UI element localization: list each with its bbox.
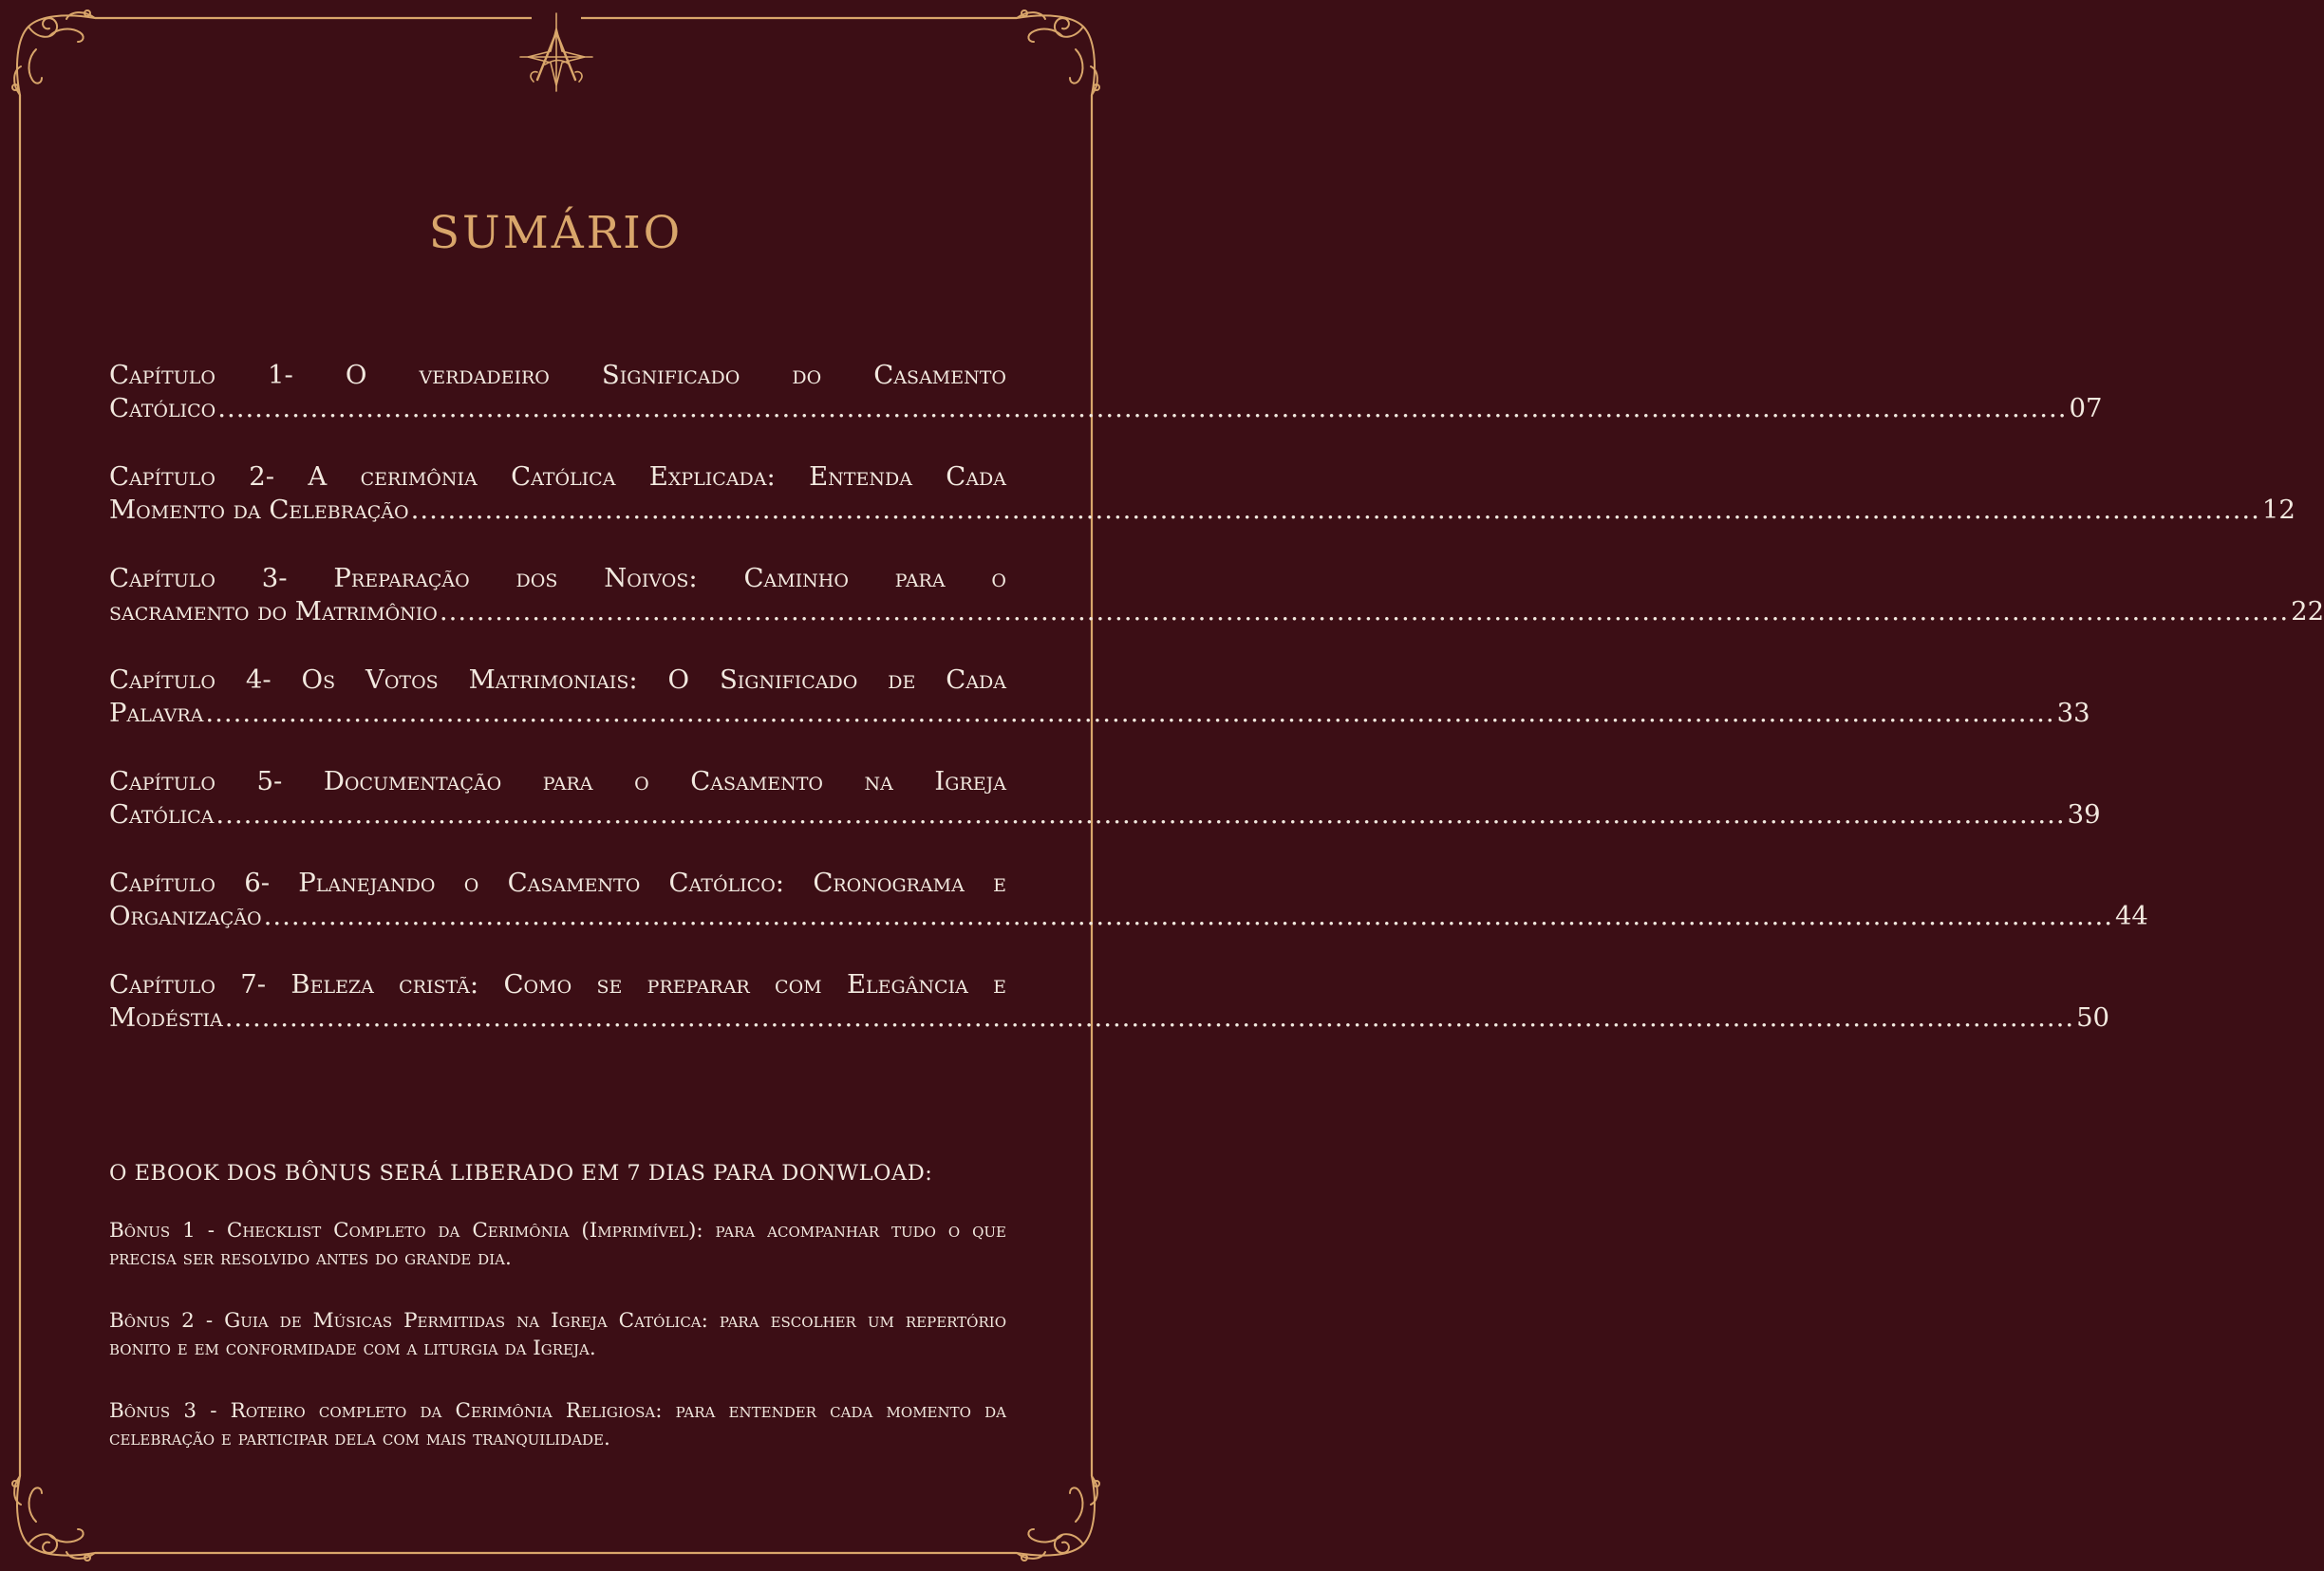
bonus-list <box>109 1217 1006 1487</box>
toc-entry[interactable] <box>109 664 2090 730</box>
toc-entry[interactable] <box>109 867 2148 933</box>
toc-entry[interactable] <box>109 765 2101 832</box>
toc-entry-continuation <box>109 697 2090 730</box>
toc-entry-title: Capítulo 3- Preparação dos Noivos: Caminho para o <box>109 563 1006 593</box>
toc-entry-title-end: sacramento do Matrimônio <box>109 596 438 627</box>
corner-flourish-icon <box>1017 10 1099 95</box>
dot-leader: ........................................................................................................................................................................................................ <box>205 698 2055 728</box>
toc-entry[interactable] <box>109 562 2324 628</box>
toc-page-number: 50 <box>2076 1002 2110 1033</box>
toc-page-number: 44 <box>2114 901 2148 931</box>
toc-entry-title-end: Momento da Celebração <box>109 495 409 525</box>
toc-entry-continuation <box>109 392 2103 425</box>
toc-entry-title-end: Palavra <box>109 698 204 728</box>
toc-entry[interactable] <box>109 359 2103 425</box>
toc-entry-title: Capítulo 5- Documentação para o Casamento na Igreja <box>109 766 1006 796</box>
toc-entry-title: Capítulo 6- Planejando o Casamento Católico: Cronograma e <box>109 868 1006 898</box>
toc-entry[interactable] <box>109 968 2110 1035</box>
toc-entry[interactable] <box>109 460 2296 527</box>
toc-entry-continuation <box>109 1001 2110 1035</box>
toc-entry-continuation <box>109 900 2148 933</box>
toc-page-number: 12 <box>2261 495 2296 525</box>
dot-leader: ........................................................................................................................................................................................................ <box>410 495 2260 525</box>
toc-entry-continuation <box>109 595 2324 628</box>
dot-leader: ........................................................................................................................................................................................................ <box>263 901 2113 931</box>
dot-leader: ........................................................................................................................................................................................................ <box>224 1002 2075 1033</box>
bonus-item: Bônus 1 - Checklist Completo da Cerimônia (Imprimível): para acompanhar tudo o que precisa ser resolvido antes do grande dia. <box>109 1219 1006 1270</box>
toc-entry-continuation <box>109 798 2101 832</box>
dot-leader: ........................................................................................................................................................................................................ <box>217 393 2068 423</box>
page-title: SUMÁRIO <box>428 207 684 259</box>
toc-entry-title: Capítulo 7- Beleza cristã: Como se preparar com Elegância e <box>109 969 1006 1000</box>
toc-page-number: 33 <box>2056 698 2090 728</box>
toc-entry-title-end: Modéstia <box>109 1002 223 1033</box>
bonus-item: Bônus 2 - Guia de Músicas Permitidas na Igreja Católica: para escolher um repertório bonito e em conformidade com a liturgia da Igreja. <box>109 1309 1006 1360</box>
toc-page-number: 07 <box>2069 393 2103 423</box>
toc-entry-title: Capítulo 2- A cerimônia Católica Explicada: Entenda Cada <box>109 461 1006 492</box>
bonus-item: Bônus 3 - Roteiro completo da Cerimônia Religiosa: para entender cada momento da celebração e participar dela com mais tranquilidade. <box>109 1399 1006 1450</box>
corner-flourish-icon <box>12 10 95 95</box>
table-of-contents <box>109 359 2324 1070</box>
corner-flourish-icon <box>12 1476 95 1561</box>
toc-entry-title-end: Católica <box>109 799 215 830</box>
toc-page-number: 39 <box>2067 799 2101 830</box>
toc-entry-title: Capítulo 1- O verdadeiro Significado do Casamento <box>109 360 1006 390</box>
compass-star-monogram-icon <box>520 13 592 91</box>
bonus-header: O EBOOK DOS BÔNUS SERÁ LIBERADO EM 7 DIAS PARA DONWLOAD: <box>109 1161 933 1186</box>
toc-page-number: 22 <box>2291 596 2324 627</box>
dot-leader: ........................................................................................................................................................................................................ <box>439 596 2290 627</box>
dot-leader: ........................................................................................................................................................................................................ <box>216 799 2066 830</box>
toc-entry-title: Capítulo 4- Os Votos Matrimoniais: O Significado de Cada <box>109 664 1006 695</box>
toc-entry-title-end: Católico <box>109 393 216 423</box>
corner-flourish-icon <box>1017 1476 1099 1561</box>
toc-entry-continuation <box>109 494 2296 527</box>
toc-entry-title-end: Organização <box>109 901 262 931</box>
